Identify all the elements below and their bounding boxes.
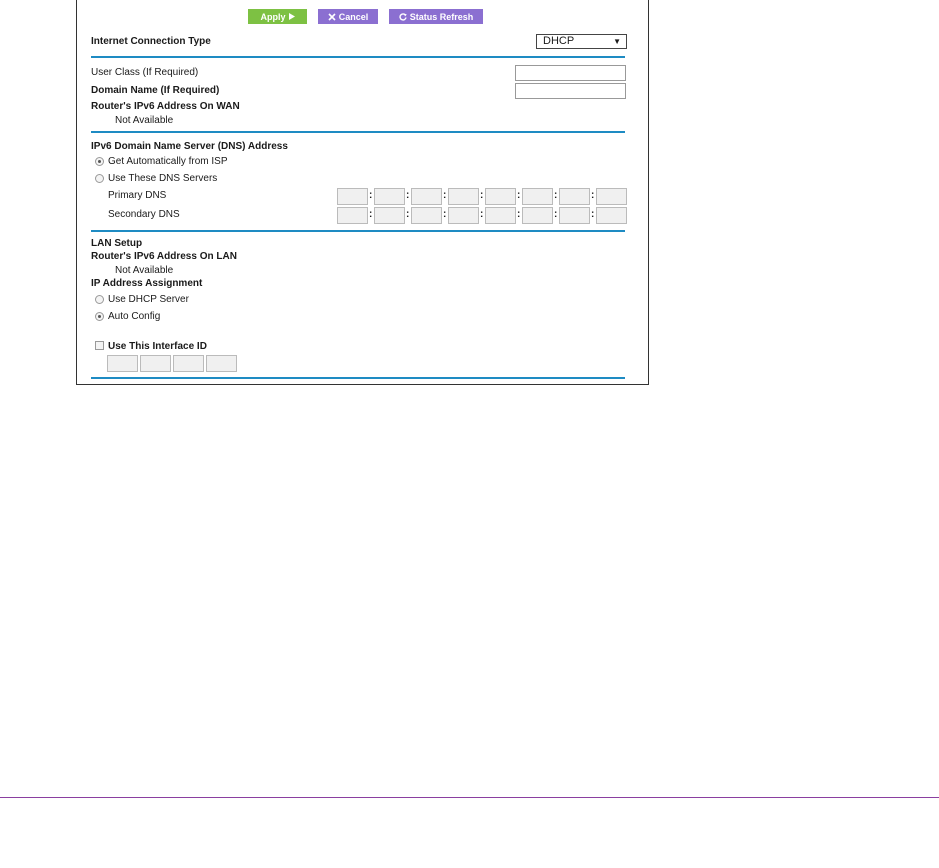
status-refresh-button[interactable]	[389, 9, 483, 24]
secondary-dns-octet-4[interactable]	[448, 207, 479, 224]
internet-connection-type-label: Internet Connection Type	[91, 36, 211, 47]
page-rule	[0, 797, 939, 798]
router-ipv6-wan-value: Not Available	[115, 115, 174, 126]
auto-config-radio[interactable]	[95, 312, 104, 321]
interface-id-field-4[interactable]	[206, 355, 237, 372]
ip-assignment-label: IP Address Assignment	[91, 278, 203, 289]
user-class-input[interactable]	[515, 65, 626, 81]
section-divider	[91, 131, 625, 133]
secondary-dns-octet-3[interactable]	[411, 207, 442, 224]
domain-name-input[interactable]	[515, 83, 626, 99]
apply-button[interactable]	[248, 9, 307, 24]
section-divider	[91, 377, 625, 379]
use-interface-id-label: Use This Interface ID	[108, 341, 207, 352]
router-ipv6-wan-label: Router's IPv6 Address On WAN	[91, 101, 240, 112]
primary-dns-separator: :	[406, 190, 410, 201]
cancel-button[interactable]	[318, 9, 378, 24]
secondary-dns-separator: :	[517, 209, 521, 220]
secondary-dns-octet-7[interactable]	[559, 207, 590, 224]
router-ipv6-lan-value: Not Available	[115, 265, 174, 276]
primary-dns-separator: :	[369, 190, 373, 201]
primary-dns-separator: :	[554, 190, 558, 201]
user-class-label: User Class (If Required)	[91, 67, 199, 78]
primary-dns-separator: :	[517, 190, 521, 201]
secondary-dns-label: Secondary DNS	[108, 209, 180, 220]
primary-dns-separator: :	[591, 190, 595, 201]
primary-dns-octet-6[interactable]	[522, 188, 553, 205]
router-ipv6-lan-label: Router's IPv6 Address On LAN	[91, 251, 237, 262]
secondary-dns-octet-1[interactable]	[337, 207, 368, 224]
section-divider	[91, 56, 625, 58]
secondary-dns-octet-2[interactable]	[374, 207, 405, 224]
primary-dns-octet-5[interactable]	[485, 188, 516, 205]
close-icon	[328, 13, 336, 21]
interface-id-field-2[interactable]	[140, 355, 171, 372]
use-dhcp-server-label: Use DHCP Server	[108, 294, 189, 305]
primary-dns-separator: :	[443, 190, 447, 201]
primary-dns-octet-8[interactable]	[596, 188, 627, 205]
section-divider	[91, 230, 625, 232]
refresh-icon	[399, 13, 407, 21]
chevron-down-icon: ▼	[613, 37, 621, 46]
interface-id-field-3[interactable]	[173, 355, 204, 372]
primary-dns-octet-7[interactable]	[559, 188, 590, 205]
secondary-dns-separator: :	[554, 209, 558, 220]
lan-setup-heading: LAN Setup	[91, 238, 143, 249]
primary-dns-separator: :	[480, 190, 484, 201]
primary-dns-octet-2[interactable]	[374, 188, 405, 205]
secondary-dns-octet-5[interactable]	[485, 207, 516, 224]
dns-auto-label: Get Automatically from ISP	[108, 156, 228, 167]
secondary-dns-separator: :	[591, 209, 595, 220]
dns-manual-label: Use These DNS Servers	[108, 173, 218, 184]
connection-type-value: DHCP	[543, 35, 575, 47]
secondary-dns-separator: :	[443, 209, 447, 220]
secondary-dns-separator: :	[406, 209, 410, 220]
dns-heading: IPv6 Domain Name Server (DNS) Address	[91, 141, 288, 152]
apply-button-label: Apply	[260, 11, 286, 22]
domain-name-label-text: Domain Name (If Required)	[91, 85, 220, 96]
auto-config-label: Auto Config	[108, 311, 161, 322]
dns-auto-radio[interactable]	[95, 157, 104, 166]
secondary-dns-separator: :	[480, 209, 484, 220]
connection-type-select[interactable]	[536, 34, 627, 49]
primary-dns-octet-1[interactable]	[337, 188, 368, 205]
secondary-dns-separator: :	[369, 209, 373, 220]
dns-manual-radio[interactable]	[95, 174, 104, 183]
domain-name-label	[91, 85, 219, 97]
cancel-button-label: Cancel	[338, 11, 369, 22]
interface-id-field-1[interactable]	[107, 355, 138, 372]
use-interface-id-checkbox[interactable]	[95, 341, 104, 350]
primary-dns-octet-4[interactable]	[448, 188, 479, 205]
play-icon	[289, 13, 295, 20]
secondary-dns-octet-6[interactable]	[522, 207, 553, 224]
use-dhcp-server-radio[interactable]	[95, 295, 104, 304]
primary-dns-label: Primary DNS	[108, 190, 167, 201]
status-refresh-button-label: Status Refresh	[409, 11, 474, 22]
secondary-dns-octet-8[interactable]	[596, 207, 627, 224]
primary-dns-octet-3[interactable]	[411, 188, 442, 205]
